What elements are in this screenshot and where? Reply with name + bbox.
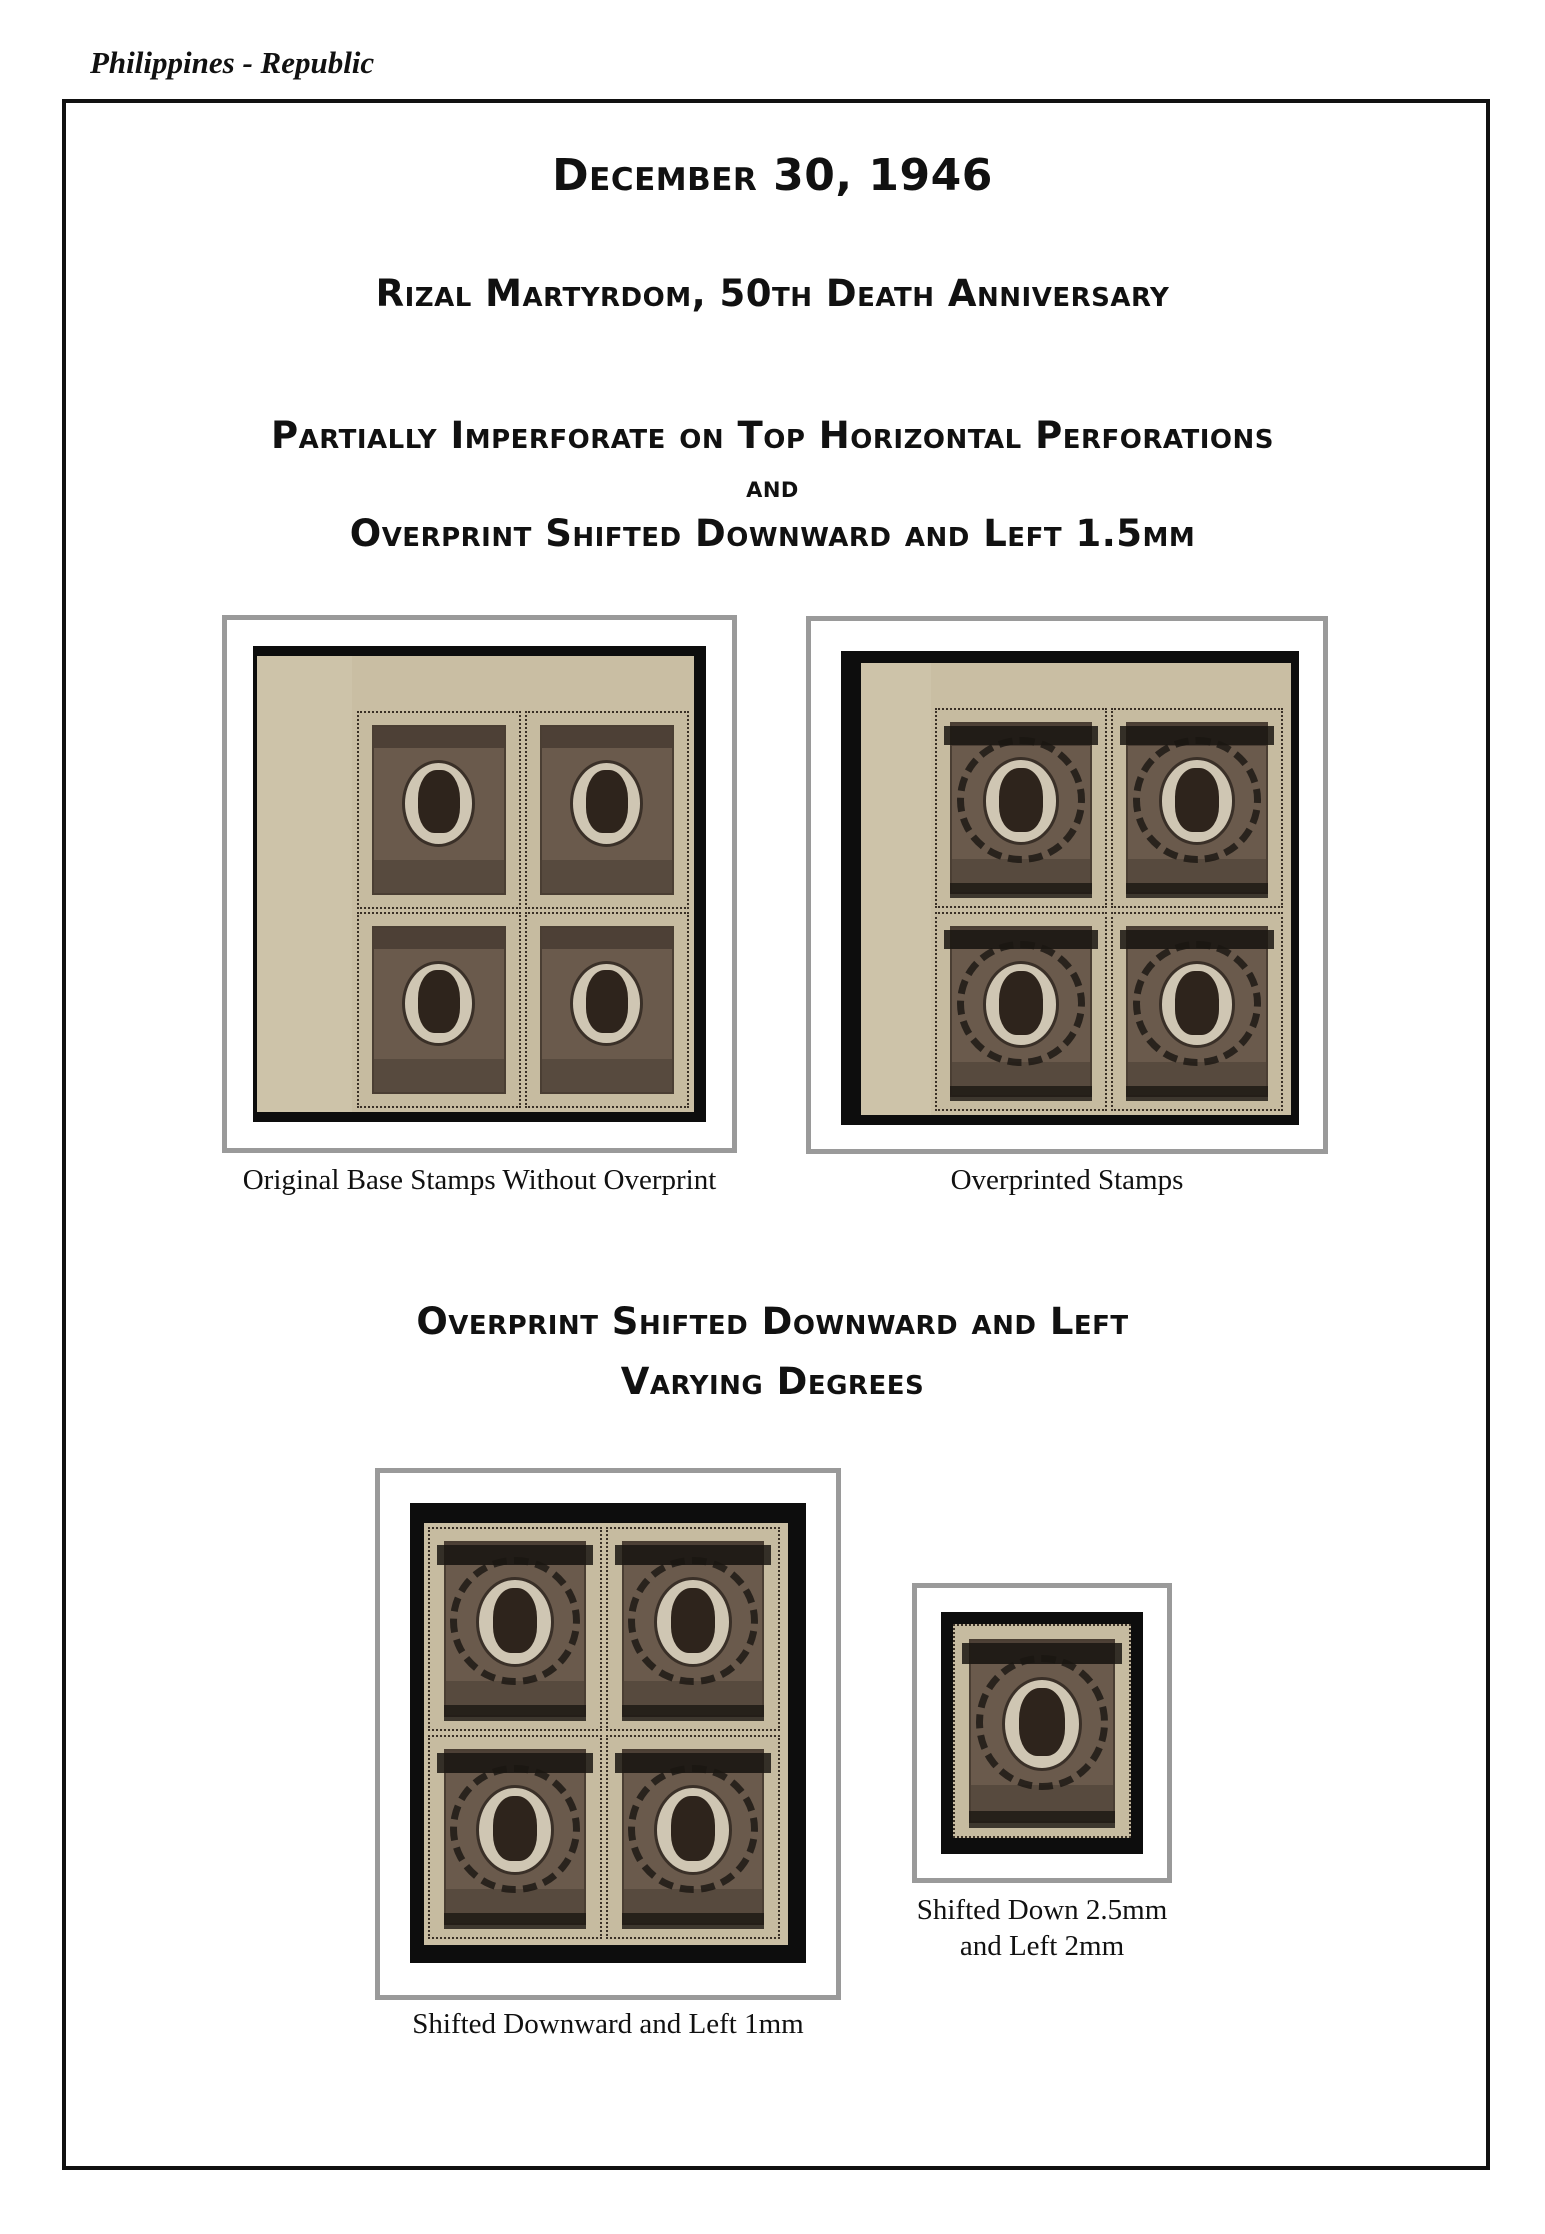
stamp-block-original	[257, 656, 694, 1112]
section2-heading-line2: Varying Degrees	[620, 1360, 925, 1403]
variety-heading-line2: Overprint Shifted Downward and Left 1.5mm	[349, 512, 1196, 555]
stamp-image	[357, 711, 521, 909]
caption-shifted-2-5mm-line2: and Left 2mm	[959, 1930, 1125, 1962]
stamp-image-overprinted	[606, 1527, 780, 1731]
stamp-mount-overprinted	[806, 616, 1328, 1154]
stamp-image-overprinted	[1111, 912, 1283, 1111]
sheet-selvage	[257, 656, 352, 1112]
caption-shifted-1mm: Shifted Downward and Left 1mm	[412, 2008, 804, 2040]
stamp-image-overprinted	[953, 1624, 1131, 1838]
series-title: Philippines - Republic	[90, 45, 375, 80]
stamp-image-overprinted	[1111, 708, 1283, 908]
date-heading: December 30, 1946	[552, 150, 993, 201]
stamp-mount-shifted-2-5mm	[912, 1583, 1172, 1883]
caption-shifted-2-5mm-line1: Shifted Down 2.5mm	[916, 1894, 1168, 1926]
stamp-image-overprinted	[935, 708, 1107, 908]
sheet-selvage	[861, 663, 931, 1115]
stamp-mount-shifted-1mm	[375, 1468, 841, 2000]
stamp-image	[525, 711, 689, 909]
stamp-image-overprinted	[606, 1735, 780, 1939]
section2-heading-line1: Overprint Shifted Downward and Left	[416, 1300, 1129, 1343]
stamp-image-overprinted	[428, 1735, 602, 1939]
stamp-image	[357, 912, 521, 1108]
stamp-image	[525, 912, 689, 1108]
stamp-image-overprinted	[935, 912, 1107, 1111]
stamp-image-overprinted	[428, 1527, 602, 1731]
caption-overprinted: Overprinted Stamps	[950, 1164, 1184, 1196]
caption-original: Original Base Stamps Without Overprint	[242, 1164, 717, 1196]
issue-heading: Rizal Martyrdom, 50th Death Anniversary	[375, 272, 1170, 315]
stamp-block-shifted-1mm	[424, 1523, 788, 1945]
variety-heading-line1: Partially Imperforate on Top Horizontal Perforations	[271, 414, 1274, 457]
stamp-mount-original	[222, 615, 737, 1153]
stamp-block-overprinted	[861, 663, 1291, 1115]
variety-heading-and: and	[746, 470, 799, 505]
